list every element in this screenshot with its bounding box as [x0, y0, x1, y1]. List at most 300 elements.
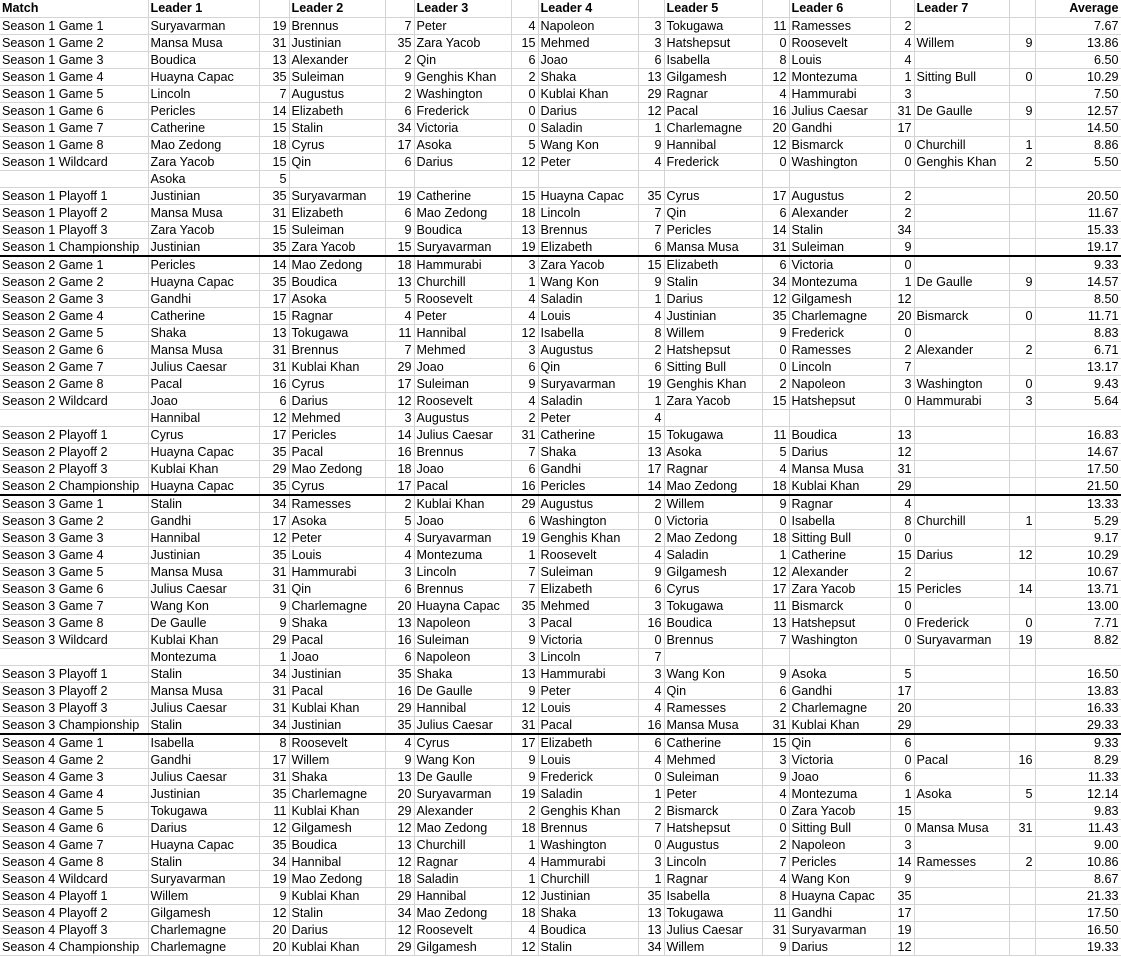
leader-4-cell[interactable]: Zara Yacob [538, 256, 638, 274]
match-cell[interactable]: Season 2 Playoff 1 [0, 426, 148, 443]
score-6-cell[interactable] [890, 648, 914, 665]
score-2-cell[interactable]: 29 [385, 938, 414, 955]
leader-4-cell[interactable]: Hammurabi [538, 665, 638, 682]
leader-7-cell[interactable]: Pacal [914, 751, 1009, 768]
leader-7-cell[interactable] [914, 409, 1009, 426]
score-1-cell[interactable]: 34 [259, 716, 289, 734]
leader-7-cell[interactable] [914, 648, 1009, 665]
leader-7-cell[interactable] [914, 734, 1009, 752]
score-1-cell[interactable]: 34 [259, 853, 289, 870]
score-4-cell[interactable]: 0 [638, 836, 664, 853]
match-cell[interactable]: Season 3 Game 5 [0, 563, 148, 580]
leader-1-cell[interactable]: Suryavarman [148, 870, 259, 887]
leader-4-cell[interactable]: Elizabeth [538, 238, 638, 256]
score-6-cell[interactable]: 0 [890, 614, 914, 631]
score-3-cell[interactable]: 2 [511, 409, 538, 426]
score-2-cell[interactable]: 16 [385, 443, 414, 460]
leader-6-cell[interactable]: Bismarck [789, 597, 890, 614]
leader-4-cell[interactable]: Washington [538, 512, 638, 529]
score-5-cell[interactable]: 9 [762, 324, 789, 341]
leader-6-cell[interactable]: Kublai Khan [789, 716, 890, 734]
leader-5-cell[interactable] [664, 409, 762, 426]
leader-1-cell[interactable]: Gandhi [148, 290, 259, 307]
leader-7-cell[interactable] [914, 477, 1009, 495]
score-5-cell[interactable] [762, 648, 789, 665]
score-6-cell[interactable]: 29 [890, 477, 914, 495]
score-7-cell[interactable] [1009, 256, 1035, 274]
leader-2-cell[interactable]: Suleiman [289, 221, 385, 238]
header-leader-1[interactable]: Leader 1 [148, 0, 259, 17]
score-4-cell[interactable]: 3 [638, 34, 664, 51]
leader-7-cell[interactable] [914, 238, 1009, 256]
score-5-cell[interactable]: 0 [762, 802, 789, 819]
leader-3-cell[interactable]: Cyrus [414, 734, 511, 752]
score-4-cell[interactable]: 35 [638, 187, 664, 204]
score-3-cell[interactable]: 19 [511, 785, 538, 802]
average-cell[interactable]: 9.17 [1035, 529, 1121, 546]
leader-6-cell[interactable]: Montezuma [789, 273, 890, 290]
score-2-cell[interactable]: 35 [385, 665, 414, 682]
leader-7-cell[interactable] [914, 426, 1009, 443]
average-cell[interactable]: 11.43 [1035, 819, 1121, 836]
score-5-cell[interactable]: 17 [762, 187, 789, 204]
score-3-cell[interactable]: 9 [511, 768, 538, 785]
score-1-cell[interactable]: 13 [259, 51, 289, 68]
leader-4-cell[interactable]: Isabella [538, 324, 638, 341]
score-5-cell[interactable]: 7 [762, 853, 789, 870]
score-1-cell[interactable]: 11 [259, 802, 289, 819]
leader-2-cell[interactable]: Qin [289, 153, 385, 170]
leader-3-cell[interactable]: Huayna Capac [414, 597, 511, 614]
match-cell[interactable]: Season 2 Game 1 [0, 256, 148, 274]
score-2-cell[interactable]: 35 [385, 716, 414, 734]
leader-4-cell[interactable]: Genghis Khan [538, 802, 638, 819]
average-cell[interactable]: 12.14 [1035, 785, 1121, 802]
leader-7-cell[interactable]: Bismarck [914, 307, 1009, 324]
match-cell[interactable]: Season 2 Game 7 [0, 358, 148, 375]
score-3-cell[interactable]: 3 [511, 341, 538, 358]
average-cell[interactable]: 8.67 [1035, 870, 1121, 887]
score-1-cell[interactable]: 31 [259, 768, 289, 785]
leader-6-cell[interactable] [789, 170, 890, 187]
average-cell[interactable]: 10.67 [1035, 563, 1121, 580]
leader-6-cell[interactable]: Ramesses [789, 341, 890, 358]
score-1-cell[interactable]: 12 [259, 409, 289, 426]
leader-3-cell[interactable]: Hannibal [414, 887, 511, 904]
leader-2-cell[interactable]: Mao Zedong [289, 870, 385, 887]
leader-4-cell[interactable]: Qin [538, 358, 638, 375]
leader-2-cell[interactable]: Pacal [289, 631, 385, 648]
leader-1-cell[interactable]: Lincoln [148, 85, 259, 102]
score-6-cell[interactable]: 9 [890, 238, 914, 256]
score-3-cell[interactable]: 7 [511, 580, 538, 597]
leader-3-cell[interactable]: Pacal [414, 477, 511, 495]
score-7-cell[interactable] [1009, 597, 1035, 614]
match-cell[interactable]: Season 1 Championship [0, 238, 148, 256]
leader-4-cell[interactable]: Lincoln [538, 204, 638, 221]
leader-5-cell[interactable]: Hatshepsut [664, 34, 762, 51]
header-leader-2[interactable]: Leader 2 [289, 0, 385, 17]
leader-3-cell[interactable]: Roosevelt [414, 921, 511, 938]
score-6-cell[interactable]: 12 [890, 938, 914, 955]
average-cell[interactable]: 11.71 [1035, 307, 1121, 324]
leader-1-cell[interactable]: Mao Zedong [148, 136, 259, 153]
score-6-cell[interactable]: 0 [890, 529, 914, 546]
leader-6-cell[interactable]: Huayna Capac [789, 887, 890, 904]
score-5-cell[interactable]: 9 [762, 495, 789, 513]
leader-5-cell[interactable]: Ragnar [664, 85, 762, 102]
score-2-cell[interactable]: 6 [385, 580, 414, 597]
score-7-cell[interactable]: 12 [1009, 546, 1035, 563]
score-5-cell[interactable]: 9 [762, 665, 789, 682]
score-6-cell[interactable]: 5 [890, 665, 914, 682]
leader-7-cell[interactable] [914, 187, 1009, 204]
match-cell[interactable]: Season 4 Game 2 [0, 751, 148, 768]
score-2-cell[interactable]: 9 [385, 751, 414, 768]
leader-3-cell[interactable]: Suleiman [414, 375, 511, 392]
score-3-cell[interactable]: 19 [511, 529, 538, 546]
match-cell[interactable] [0, 409, 148, 426]
match-cell[interactable]: Season 3 Game 2 [0, 512, 148, 529]
leader-6-cell[interactable]: Bismarck [789, 136, 890, 153]
score-4-cell[interactable]: 2 [638, 529, 664, 546]
score-4-cell[interactable] [638, 170, 664, 187]
score-5-cell[interactable]: 18 [762, 477, 789, 495]
score-1-cell[interactable]: 35 [259, 785, 289, 802]
score-6-cell[interactable]: 31 [890, 102, 914, 119]
leader-3-cell[interactable]: Hannibal [414, 699, 511, 716]
score-2-cell[interactable]: 18 [385, 870, 414, 887]
score-2-cell[interactable]: 20 [385, 597, 414, 614]
leader-4-cell[interactable]: Saladin [538, 785, 638, 802]
leader-5-cell[interactable]: Julius Caesar [664, 921, 762, 938]
score-1-cell[interactable]: 35 [259, 546, 289, 563]
score-7-cell[interactable] [1009, 443, 1035, 460]
score-5-cell[interactable]: 8 [762, 887, 789, 904]
leader-5-cell[interactable]: Suleiman [664, 768, 762, 785]
score-7-cell[interactable]: 9 [1009, 34, 1035, 51]
leader-2-cell[interactable]: Mao Zedong [289, 460, 385, 477]
average-cell[interactable]: 16.50 [1035, 921, 1121, 938]
score-5-cell[interactable]: 0 [762, 153, 789, 170]
score-6-cell[interactable]: 17 [890, 119, 914, 136]
leader-1-cell[interactable]: Montezuma [148, 648, 259, 665]
score-5-cell[interactable]: 31 [762, 238, 789, 256]
leader-7-cell[interactable]: Suryavarman [914, 631, 1009, 648]
score-5-cell[interactable]: 2 [762, 375, 789, 392]
score-1-cell[interactable]: 35 [259, 477, 289, 495]
leader-3-cell[interactable]: Peter [414, 17, 511, 34]
leader-6-cell[interactable]: Wang Kon [789, 870, 890, 887]
leader-6-cell[interactable]: Ramesses [789, 17, 890, 34]
score-3-cell[interactable] [511, 170, 538, 187]
leader-5-cell[interactable]: Ragnar [664, 460, 762, 477]
leader-5-cell[interactable]: Justinian [664, 307, 762, 324]
leader-3-cell[interactable]: Julius Caesar [414, 426, 511, 443]
score-2-cell[interactable]: 9 [385, 68, 414, 85]
match-cell[interactable]: Season 2 Game 4 [0, 307, 148, 324]
score-6-cell[interactable]: 0 [890, 751, 914, 768]
leader-2-cell[interactable]: Suleiman [289, 68, 385, 85]
match-cell[interactable]: Season 4 Playoff 1 [0, 887, 148, 904]
leader-4-cell[interactable]: Saladin [538, 290, 638, 307]
leader-3-cell[interactable]: Napoleon [414, 614, 511, 631]
score-1-cell[interactable]: 29 [259, 460, 289, 477]
leader-7-cell[interactable] [914, 938, 1009, 955]
score-4-cell[interactable]: 6 [638, 358, 664, 375]
score-7-cell[interactable] [1009, 477, 1035, 495]
header-average[interactable]: Average [1035, 0, 1121, 17]
average-cell[interactable]: 10.29 [1035, 546, 1121, 563]
leader-5-cell[interactable]: Darius [664, 290, 762, 307]
score-3-cell[interactable]: 4 [511, 17, 538, 34]
score-2-cell[interactable]: 2 [385, 85, 414, 102]
average-cell[interactable]: 10.86 [1035, 853, 1121, 870]
leader-1-cell[interactable]: Charlemagne [148, 921, 259, 938]
leader-3-cell[interactable]: Churchill [414, 836, 511, 853]
leader-4-cell[interactable]: Mehmed [538, 34, 638, 51]
leader-3-cell[interactable]: Joao [414, 460, 511, 477]
leader-4-cell[interactable]: Victoria [538, 631, 638, 648]
score-3-cell[interactable]: 15 [511, 187, 538, 204]
score-1-cell[interactable]: 35 [259, 443, 289, 460]
leader-5-cell[interactable]: Isabella [664, 887, 762, 904]
score-5-cell[interactable]: 4 [762, 85, 789, 102]
score-7-cell[interactable]: 14 [1009, 580, 1035, 597]
score-1-cell[interactable]: 20 [259, 921, 289, 938]
leader-1-cell[interactable]: Julius Caesar [148, 699, 259, 716]
leader-7-cell[interactable] [914, 460, 1009, 477]
score-6-cell[interactable]: 0 [890, 597, 914, 614]
score-7-cell[interactable] [1009, 85, 1035, 102]
score-4-cell[interactable]: 4 [638, 409, 664, 426]
match-cell[interactable]: Season 4 Game 7 [0, 836, 148, 853]
score-3-cell[interactable]: 12 [511, 324, 538, 341]
score-1-cell[interactable]: 9 [259, 614, 289, 631]
score-1-cell[interactable]: 29 [259, 631, 289, 648]
leader-3-cell[interactable]: Saladin [414, 870, 511, 887]
score-2-cell[interactable]: 13 [385, 768, 414, 785]
score-2-cell[interactable]: 17 [385, 136, 414, 153]
score-3-cell[interactable]: 6 [511, 358, 538, 375]
score-7-cell[interactable]: 0 [1009, 375, 1035, 392]
match-cell[interactable]: Season 4 Game 4 [0, 785, 148, 802]
header-score-4[interactable] [638, 0, 664, 17]
leader-3-cell[interactable]: Roosevelt [414, 290, 511, 307]
score-1-cell[interactable]: 35 [259, 238, 289, 256]
score-7-cell[interactable] [1009, 170, 1035, 187]
score-6-cell[interactable]: 34 [890, 221, 914, 238]
score-2-cell[interactable]: 34 [385, 119, 414, 136]
leader-6-cell[interactable]: Victoria [789, 751, 890, 768]
score-4-cell[interactable]: 13 [638, 443, 664, 460]
leader-1-cell[interactable]: Huayna Capac [148, 68, 259, 85]
leader-1-cell[interactable]: Kublai Khan [148, 631, 259, 648]
score-6-cell[interactable]: 2 [890, 341, 914, 358]
score-3-cell[interactable]: 7 [511, 563, 538, 580]
score-4-cell[interactable]: 6 [638, 238, 664, 256]
leader-1-cell[interactable]: Pericles [148, 102, 259, 119]
leader-1-cell[interactable]: Mansa Musa [148, 341, 259, 358]
match-cell[interactable]: Season 3 Playoff 2 [0, 682, 148, 699]
leader-1-cell[interactable]: Zara Yacob [148, 153, 259, 170]
leader-2-cell[interactable]: Shaka [289, 768, 385, 785]
match-cell[interactable]: Season 2 Playoff 2 [0, 443, 148, 460]
score-3-cell[interactable]: 29 [511, 495, 538, 513]
leader-3-cell[interactable]: De Gaulle [414, 768, 511, 785]
score-5-cell[interactable]: 4 [762, 785, 789, 802]
average-cell[interactable]: 15.33 [1035, 221, 1121, 238]
score-3-cell[interactable]: 15 [511, 34, 538, 51]
leader-4-cell[interactable]: Huayna Capac [538, 187, 638, 204]
leader-6-cell[interactable]: Pericles [789, 853, 890, 870]
leader-4-cell[interactable]: Frederick [538, 768, 638, 785]
leader-4-cell[interactable]: Boudica [538, 921, 638, 938]
score-6-cell[interactable]: 2 [890, 187, 914, 204]
leader-3-cell[interactable]: Joao [414, 358, 511, 375]
score-5-cell[interactable]: 9 [762, 938, 789, 955]
score-7-cell[interactable] [1009, 563, 1035, 580]
header-score-6[interactable] [890, 0, 914, 17]
average-cell[interactable]: 5.64 [1035, 392, 1121, 409]
score-3-cell[interactable]: 4 [511, 853, 538, 870]
leader-1-cell[interactable]: Justinian [148, 238, 259, 256]
score-7-cell[interactable] [1009, 734, 1035, 752]
score-5-cell[interactable]: 2 [762, 836, 789, 853]
score-5-cell[interactable]: 9 [762, 768, 789, 785]
leader-4-cell[interactable]: Genghis Khan [538, 529, 638, 546]
score-3-cell[interactable]: 9 [511, 375, 538, 392]
score-4-cell[interactable]: 2 [638, 341, 664, 358]
leader-6-cell[interactable]: Ragnar [789, 495, 890, 513]
score-2-cell[interactable]: 29 [385, 699, 414, 716]
score-1-cell[interactable]: 5 [259, 170, 289, 187]
score-4-cell[interactable]: 6 [638, 580, 664, 597]
match-cell[interactable]: Season 1 Wildcard [0, 153, 148, 170]
score-3-cell[interactable]: 18 [511, 819, 538, 836]
score-1-cell[interactable]: 14 [259, 256, 289, 274]
leader-5-cell[interactable]: Sitting Bull [664, 358, 762, 375]
score-7-cell[interactable] [1009, 290, 1035, 307]
average-cell[interactable]: 9.83 [1035, 802, 1121, 819]
score-4-cell[interactable]: 0 [638, 631, 664, 648]
leader-5-cell[interactable]: Victoria [664, 512, 762, 529]
score-5-cell[interactable]: 15 [762, 392, 789, 409]
average-cell[interactable]: 13.17 [1035, 358, 1121, 375]
leader-2-cell[interactable]: Elizabeth [289, 102, 385, 119]
leader-4-cell[interactable]: Suleiman [538, 563, 638, 580]
leader-6-cell[interactable]: Montezuma [789, 68, 890, 85]
score-7-cell[interactable] [1009, 529, 1035, 546]
score-3-cell[interactable]: 0 [511, 102, 538, 119]
score-7-cell[interactable] [1009, 887, 1035, 904]
leader-4-cell[interactable]: Pericles [538, 477, 638, 495]
leader-2-cell[interactable]: Willem [289, 751, 385, 768]
score-4-cell[interactable]: 13 [638, 904, 664, 921]
leader-7-cell[interactable]: Alexander [914, 341, 1009, 358]
leader-6-cell[interactable]: Louis [789, 51, 890, 68]
average-cell[interactable]: 9.33 [1035, 256, 1121, 274]
score-1-cell[interactable]: 15 [259, 119, 289, 136]
score-2-cell[interactable]: 34 [385, 904, 414, 921]
score-6-cell[interactable]: 4 [890, 495, 914, 513]
leader-7-cell[interactable] [914, 716, 1009, 734]
score-4-cell[interactable]: 35 [638, 887, 664, 904]
score-5-cell[interactable]: 20 [762, 119, 789, 136]
score-3-cell[interactable]: 6 [511, 512, 538, 529]
score-4-cell[interactable]: 4 [638, 682, 664, 699]
score-5-cell[interactable]: 31 [762, 921, 789, 938]
score-2-cell[interactable]: 6 [385, 648, 414, 665]
leader-1-cell[interactable]: Huayna Capac [148, 273, 259, 290]
score-4-cell[interactable]: 9 [638, 563, 664, 580]
average-cell[interactable]: 14.67 [1035, 443, 1121, 460]
leader-3-cell[interactable]: Ragnar [414, 853, 511, 870]
score-3-cell[interactable]: 6 [511, 51, 538, 68]
score-6-cell[interactable]: 0 [890, 256, 914, 274]
leader-5-cell[interactable]: Tokugawa [664, 17, 762, 34]
leader-3-cell[interactable]: Brennus [414, 580, 511, 597]
leader-7-cell[interactable] [914, 870, 1009, 887]
score-1-cell[interactable]: 35 [259, 273, 289, 290]
score-5-cell[interactable]: 7 [762, 631, 789, 648]
leader-2-cell[interactable]: Alexander [289, 51, 385, 68]
leader-3-cell[interactable]: Napoleon [414, 648, 511, 665]
average-cell[interactable]: 17.50 [1035, 460, 1121, 477]
score-5-cell[interactable]: 12 [762, 68, 789, 85]
score-3-cell[interactable]: 9 [511, 631, 538, 648]
score-3-cell[interactable]: 2 [511, 802, 538, 819]
score-1-cell[interactable]: 31 [259, 682, 289, 699]
score-4-cell[interactable]: 4 [638, 699, 664, 716]
leader-4-cell[interactable]: Wang Kon [538, 273, 638, 290]
leader-5-cell[interactable]: Cyrus [664, 580, 762, 597]
leader-6-cell[interactable]: Suryavarman [789, 921, 890, 938]
leader-1-cell[interactable]: Pacal [148, 375, 259, 392]
leader-3-cell[interactable]: Augustus [414, 409, 511, 426]
score-2-cell[interactable]: 13 [385, 273, 414, 290]
leader-3-cell[interactable]: Suleiman [414, 631, 511, 648]
score-6-cell[interactable]: 0 [890, 324, 914, 341]
average-cell[interactable]: 7.50 [1035, 85, 1121, 102]
average-cell[interactable]: 5.29 [1035, 512, 1121, 529]
match-cell[interactable]: Season 3 Playoff 3 [0, 699, 148, 716]
score-7-cell[interactable] [1009, 904, 1035, 921]
leader-2-cell[interactable]: Louis [289, 546, 385, 563]
leader-2-cell[interactable]: Boudica [289, 836, 385, 853]
match-cell[interactable]: Season 2 Game 6 [0, 341, 148, 358]
leader-1-cell[interactable]: Huayna Capac [148, 836, 259, 853]
match-cell[interactable]: Season 4 Championship [0, 938, 148, 955]
score-7-cell[interactable]: 16 [1009, 751, 1035, 768]
score-2-cell[interactable]: 35 [385, 34, 414, 51]
score-7-cell[interactable] [1009, 802, 1035, 819]
leader-2-cell[interactable]: Justinian [289, 665, 385, 682]
score-3-cell[interactable]: 3 [511, 256, 538, 274]
leader-5-cell[interactable]: Mansa Musa [664, 716, 762, 734]
leader-4-cell[interactable]: Mehmed [538, 597, 638, 614]
score-1-cell[interactable]: 19 [259, 17, 289, 34]
score-2-cell[interactable]: 4 [385, 546, 414, 563]
score-2-cell[interactable]: 17 [385, 375, 414, 392]
leader-2-cell[interactable]: Darius [289, 392, 385, 409]
score-7-cell[interactable] [1009, 716, 1035, 734]
score-5-cell[interactable]: 8 [762, 51, 789, 68]
score-2-cell[interactable]: 5 [385, 512, 414, 529]
score-7-cell[interactable] [1009, 836, 1035, 853]
match-cell[interactable]: Season 4 Playoff 3 [0, 921, 148, 938]
score-3-cell[interactable]: 0 [511, 85, 538, 102]
